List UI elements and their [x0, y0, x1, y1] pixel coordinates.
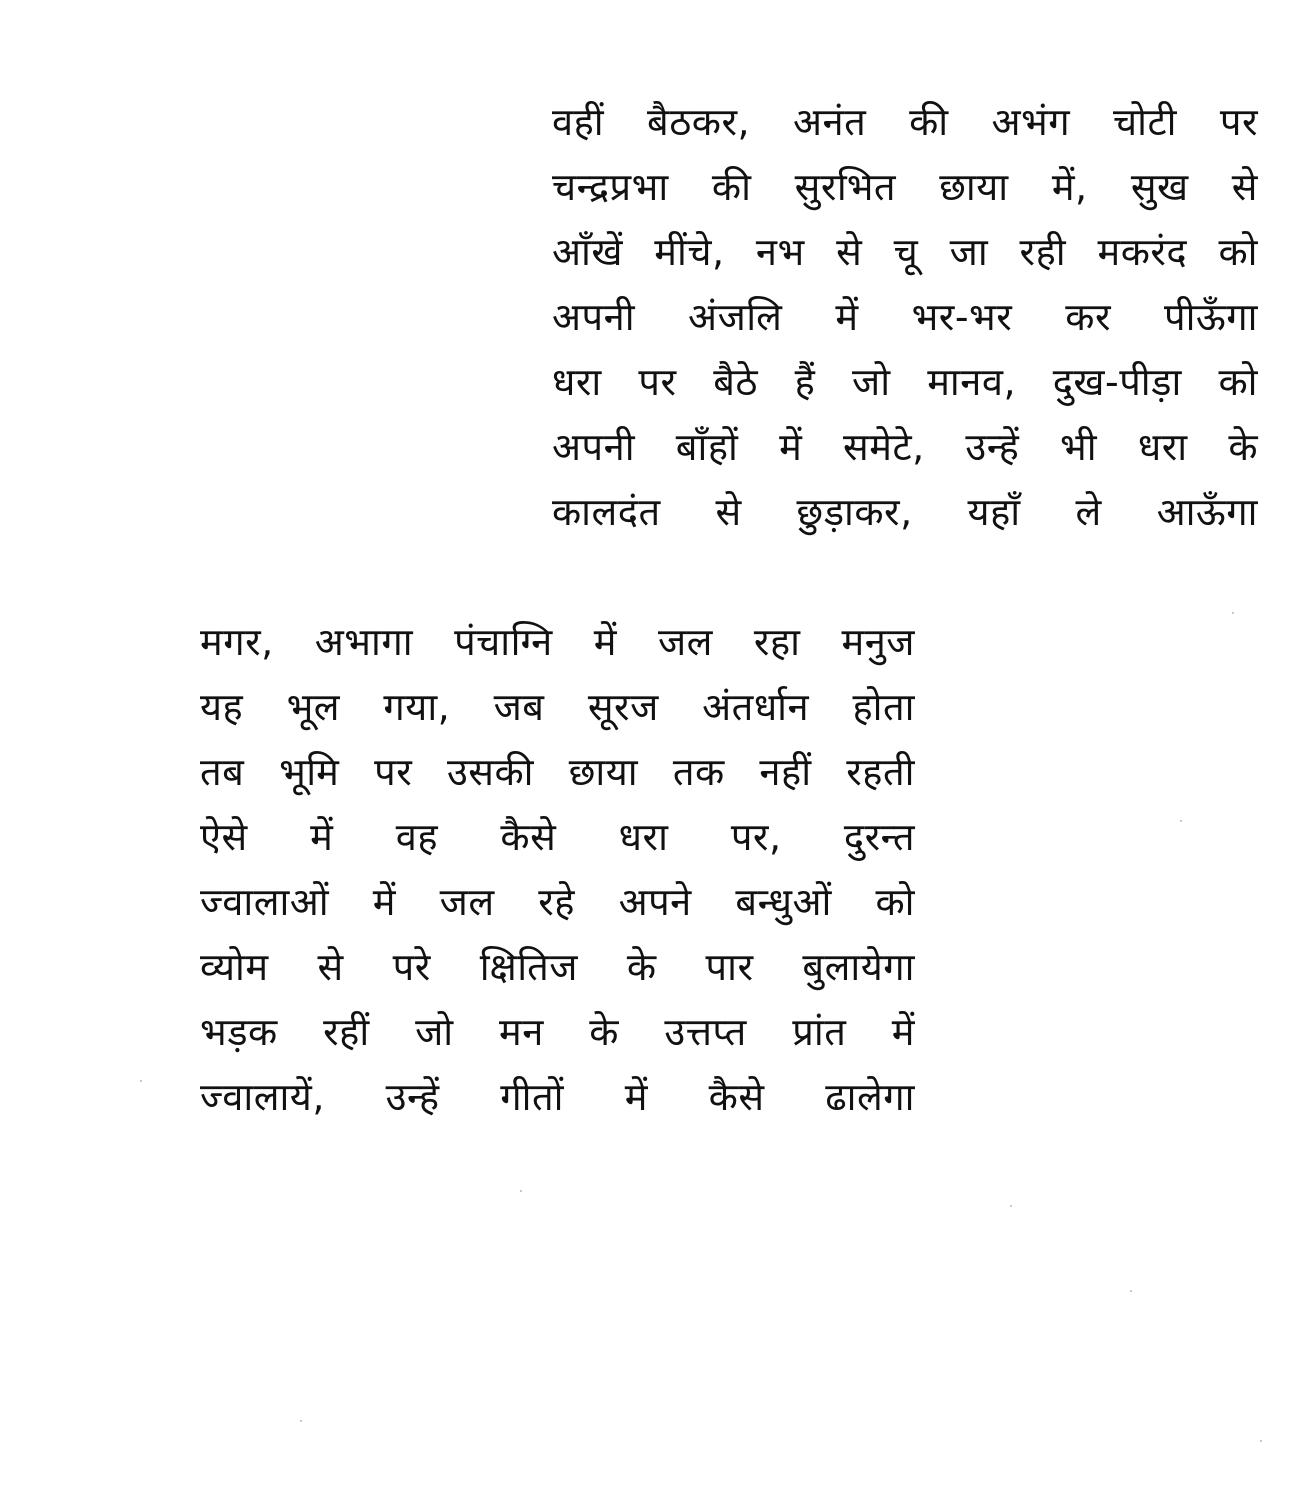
poem-line: भड़क रहीं जो मन के उत्तप्त प्रांत में [200, 1010, 915, 1054]
poem-line: अपनी बाँहों में समेटे, उन्हें भी धरा के [552, 425, 1258, 469]
poem-line: अपनी अंजलि में भर-भर कर पीऊँगा [552, 295, 1258, 339]
stanza-1 [552, 90, 1258, 545]
scan-speck [1180, 820, 1182, 822]
scan-speck [1232, 612, 1234, 614]
scan-speck [1010, 1205, 1012, 1207]
poem-line: धरा पर बैठे हैं जो मानव, दुख-पीड़ा को [552, 360, 1258, 404]
poem-line: ऐसे में वह कैसे धरा पर, दुरन्त [200, 815, 915, 859]
poem-line: ज्वालाओं में जल रहे अपने बन्धुओं को [200, 880, 915, 924]
stanza-2 [200, 610, 915, 1130]
scan-speck [1260, 1440, 1262, 1442]
scan-speck [140, 1080, 142, 1082]
scan-speck [1130, 1290, 1132, 1292]
poem-line: तब भूमि पर उसकी छाया तक नहीं रहती [200, 750, 915, 794]
poem-line: मगर, अभागा पंचाग्नि में जल रहा मनुज [200, 620, 915, 664]
poem-line: यह भूल गया, जब सूरज अंतर्धान होता [200, 685, 915, 729]
poem-line: आँखें मींचे, नभ से चू जा रही मकरंद को [552, 230, 1258, 274]
poem-line: कालदंत से छुड़ाकर, यहाँ ले आऊँगा [552, 490, 1258, 534]
poem-line: चन्द्रप्रभा की सुरभित छाया में, सुख से [552, 165, 1258, 209]
poem-line: व्योम से परे क्षितिज के पार बुलायेगा [200, 945, 915, 989]
scan-speck [520, 1190, 522, 1192]
poem-line: वहीं बैठकर, अनंत की अभंग चोटी पर [552, 100, 1258, 144]
scan-speck [300, 1420, 302, 1422]
poem-line: ज्वालायें, उन्हें गीतों में कैसे ढालेगा [200, 1075, 915, 1119]
